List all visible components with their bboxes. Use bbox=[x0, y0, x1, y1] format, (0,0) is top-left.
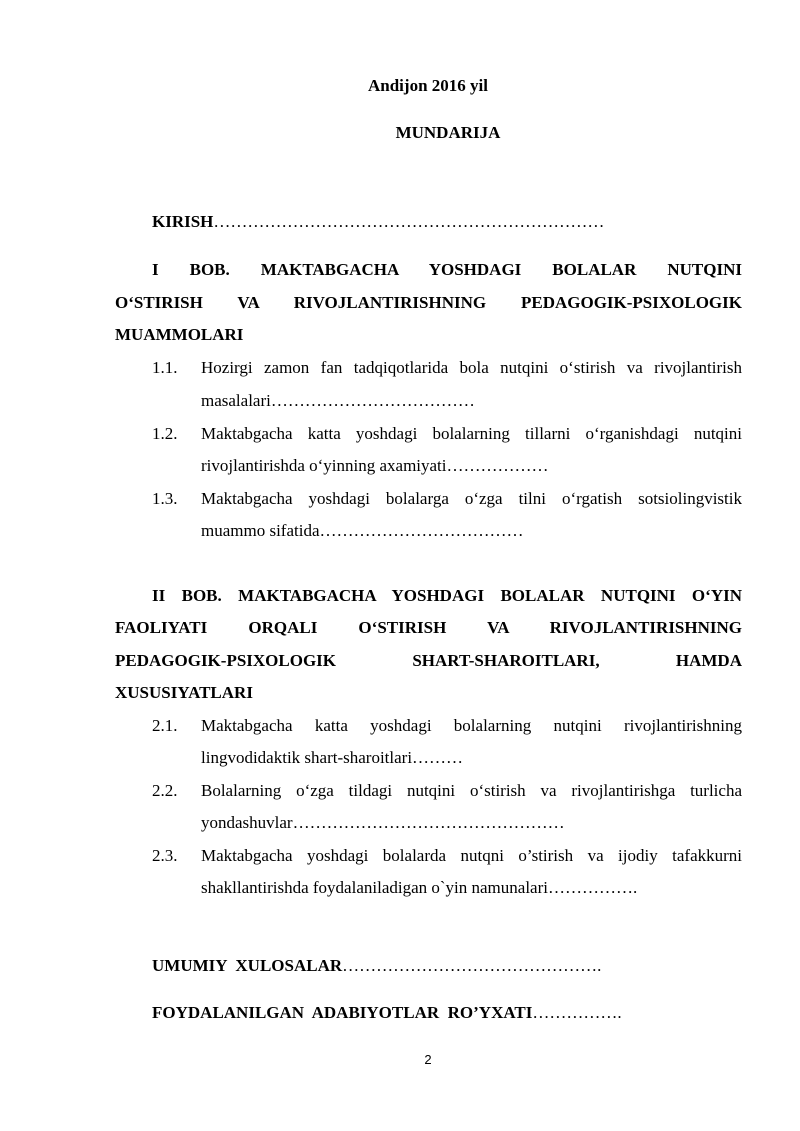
toc-entry-intro bbox=[152, 212, 604, 232]
chapter2-heading-line4: XUSUSIYATLARI bbox=[115, 683, 253, 702]
intro-dots: …………………………………………………………… bbox=[213, 212, 605, 231]
section-title-line1: Maktabgacha katta yoshdagi bolalarning tillarni o‘rganishdagi nutqini bbox=[201, 424, 742, 443]
chapter1-heading-line2: O‘STIRISH VA RIVOJLANTIRISHNING PEDAGOGIK-PSIXOLOGIK bbox=[115, 293, 742, 312]
city-year: Andijon 2016 yil bbox=[368, 76, 488, 95]
section-title-line2: shakllantirishda foydalaniladigan o`yin namunalari……………. bbox=[201, 878, 638, 897]
section-title-line1: Maktabgacha katta yoshdagi bolalarning nutqini rivojlantirishning bbox=[201, 716, 742, 735]
section-title-line2: lingvodidaktik shart-sharoitlari……… bbox=[201, 748, 464, 767]
conclusions-label: UMUMIY XULOSALAR bbox=[152, 956, 343, 975]
section-title-line2: rivojlantirishda o‘yinning axamiyati……………… bbox=[201, 456, 549, 475]
section-number: 2.3. bbox=[152, 846, 178, 865]
conclusions-dots: ………………………………………. bbox=[342, 956, 602, 975]
section-number: 1.3. bbox=[152, 489, 178, 508]
intro-label: KIRISH bbox=[152, 212, 214, 231]
chapter1-heading-line3: MUAMMOLARI bbox=[115, 325, 244, 344]
section-title-line1: Bolalarning o‘zga tildagi nutqini o‘stirish va rivojlantirishga turlicha bbox=[201, 781, 742, 800]
chapter2-heading-line2: FAOLIYATI ORQALI O‘STIRISH VA RIVOJLANTIRISHNING bbox=[115, 618, 742, 637]
toc-entry-references bbox=[152, 1003, 622, 1023]
section-number: 1.1. bbox=[152, 358, 178, 377]
section-title-line2: masalalari……………………………… bbox=[201, 391, 475, 410]
page-number: 2 bbox=[424, 1052, 432, 1067]
chapter2-heading-line1: II BOB. MAKTABGACHA YOSHDAGI BOLALAR NUTQINI O‘YIN bbox=[152, 586, 742, 605]
section-title-line1: Maktabgacha yoshdagi bolalarga o‘zga tilni o‘rgatish sotsiolingvistik bbox=[201, 489, 742, 508]
toc-title: MUNDARIJA bbox=[395, 123, 501, 142]
references-label: FOYDALANILGAN ADABIYOTLAR RO’YXATI bbox=[152, 1003, 533, 1022]
section-number: 2.1. bbox=[152, 716, 178, 735]
references-dots: ……………. bbox=[532, 1003, 622, 1022]
chapter1-heading-line1: I BOB. MAKTABGACHA YOSHDAGI BOLALAR NUTQINI bbox=[152, 260, 742, 279]
section-title-line2: yondashuvlar………………………………………… bbox=[201, 813, 565, 832]
chapter2-heading-line3: PEDAGOGIK-PSIXOLOGIK SHART-SHAROITLARI, HAMDA bbox=[115, 651, 742, 670]
section-title-line2: muammo sifatida……………………………… bbox=[201, 521, 524, 540]
section-title-line1: Maktabgacha yoshdagi bolalarda nutqni o’stirish va ijodiy tafakkurni bbox=[201, 846, 742, 865]
section-title-line1: Hozirgi zamon fan tadqiqotlarida bola nutqini o‘stirish va rivojlantirish bbox=[201, 358, 742, 377]
toc-entry-conclusions bbox=[152, 956, 601, 976]
section-number: 2.2. bbox=[152, 781, 178, 800]
section-number: 1.2. bbox=[152, 424, 178, 443]
